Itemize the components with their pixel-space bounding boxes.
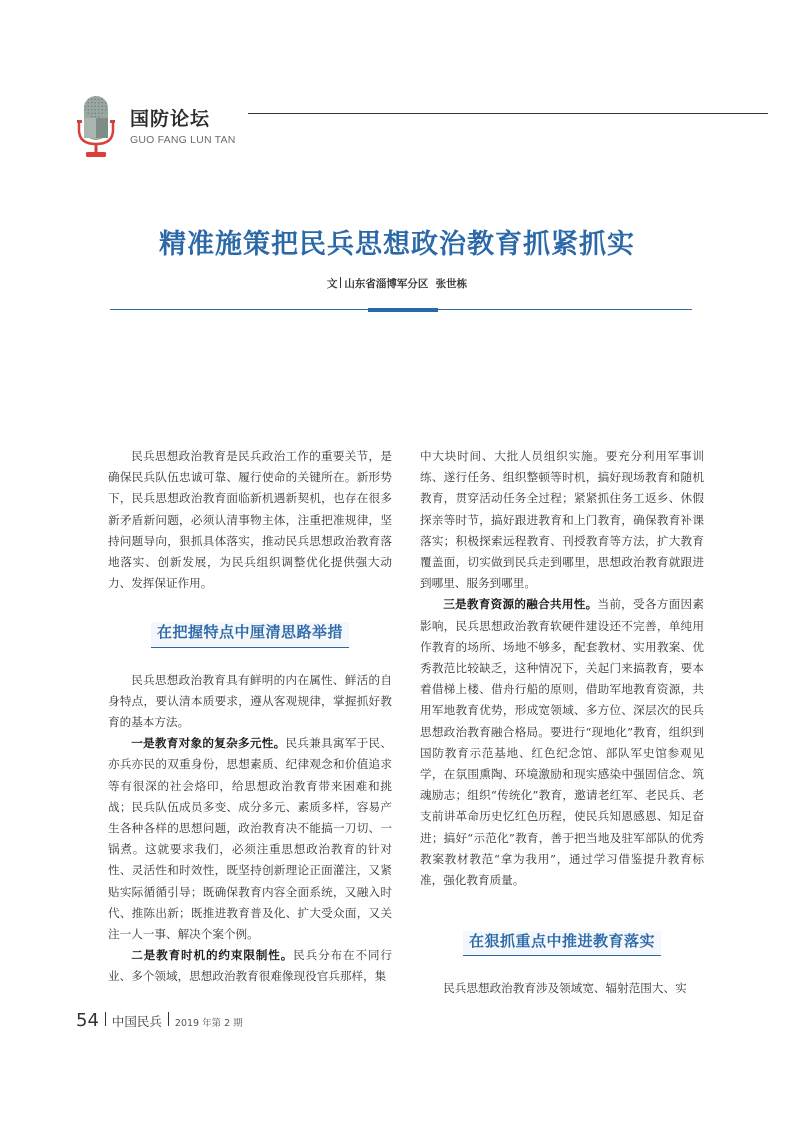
point2-continued-paragraph: 中大块时间、大批人员组织实施。要充分利用军事训练、遂行任务、组织整顿等时机，搞好现场教育和随机教育，贯穿活动任务全过程；紧紧抓住务工返乡、休假探亲等时节，搞好跟进教育和上门教育，确保教育补课落实；积极探索远程教育、刊授教育等方法，扩大教育覆盖面，切实做到民兵走到哪里，思想政治教育就跟进到哪里、服务到哪里。 <box>420 449 704 591</box>
issue-label: 2019 年第 2 期 <box>174 1018 243 1029</box>
point1-lead: 一是教育对象的复杂多元性。 <box>131 736 286 751</box>
left-column <box>108 446 392 988</box>
title-divider-accent <box>368 308 438 312</box>
point1-text: 民兵兼具寓军于民、亦兵亦民的双重身份，思想素质、纪律观念和价值追求等有很深的社会烙印，给思想政治教育带来困难和挑战；民兵队伍成员多变、成分多元、素质多样，容易产生各种各样的思想问题，政治教育决不能搞一刀切、一锅煮。这就要求我们，必须注重思想政治教育的针对性、灵活性和时效性，既坚持创新理论正面灌注，又紧贴实际循循引导；既确保教育内容全面系统，又融入时代、推陈出新；既推进教育普及化、扩大受众面，又关注一人一事、解决个案个例。 <box>108 736 392 942</box>
page-footer <box>76 1010 243 1031</box>
byline-separator <box>340 277 341 288</box>
byline <box>0 276 794 291</box>
section-heading-2 <box>420 931 704 956</box>
right-column <box>420 446 704 1000</box>
section-heading-2-text: 在狠抓重点中推进教育落实 <box>463 931 661 956</box>
section-heading-1 <box>108 622 392 647</box>
byline-prefix: 文 <box>326 278 338 290</box>
column-title: 国防论坛 <box>130 108 211 130</box>
byline-author: 山东省淄博军分区 张世栋 <box>344 278 468 290</box>
footer-separator <box>168 1012 169 1026</box>
microphone-icon <box>76 94 116 160</box>
point3-paragraph <box>420 594 704 891</box>
point2-text: 民兵分布在不同行业、多个领域，思想政治教育很难像现役官兵那样，集 <box>108 948 392 984</box>
section1-intro-paragraph: 民兵思想政治教育具有鲜明的内在属性、鲜活的自身特点，要认清本质要求，遵从客观规律，掌握抓好教育的基本方法。 <box>108 672 392 730</box>
header-divider <box>248 113 768 114</box>
column-header <box>76 94 776 164</box>
magazine-name: 中国民兵 <box>111 1014 162 1029</box>
section-heading-1-text: 在把握特点中厘清思路举措 <box>151 622 349 647</box>
column-subtitle: GUO FANG LUN TAN <box>130 134 236 146</box>
page-number: 54 <box>76 1010 99 1031</box>
point3-text: 当前，受各方面因素影响，民兵思想政治教育软硬件建设还不完善，单纯用作教育的场所、场地不够多，配套教材、实用教案、优秀教范比较缺乏，这种情况下，关起门来搞教育，要本着借梯上楼、借舟行船的原则，借助军地教育资源，共用军地教育优势，形成宽领域、多方位、深层次的民兵思想政治教育融合格局。要进行“现地化”教育，组织到国防教育示范基地、红色纪念馆、部队军史馆参观见学，在氛围熏陶、环境激励和现实感染中强固信念、筑魂励志；组织“传统化”教育，邀请老红军、老民兵、老支前讲革命历史忆红色历程，使民兵知恩感恩、知足奋进；搞好“示范化”教育，善于把当地及驻军部队的优秀教案教材教范“拿为我用”，通过学习借鉴提升教育标准，强化教育质量。 <box>420 597 704 888</box>
point1-paragraph <box>108 733 392 945</box>
section2-intro-paragraph: 民兵思想政治教育涉及领域宽、辐射范围大、实 <box>443 981 687 996</box>
article-title: 精准施策把民兵思想政治教育抓紧抓实 <box>159 229 635 260</box>
point3-lead: 三是教育资源的融合共用性。 <box>443 597 598 612</box>
point2-lead: 二是教育时机的约束限制性。 <box>131 948 294 963</box>
footer-separator <box>105 1012 106 1026</box>
point2-paragraph <box>108 945 392 987</box>
intro-paragraph: 民兵思想政治教育是民兵政治工作的重要关节，是确保民兵队伍忠诚可靠、履行使命的关键所在。新形势下，民兵思想政治教育面临新机遇新契机，也存在很多新矛盾新问题，必须认清事物主体，注重把准规律，坚持问题导向，狠抓具体落实，推动民兵思想政治教育落地落实、创新发展，为民兵组织调整优化提供强大动力、发挥保证作用。 <box>108 449 392 591</box>
